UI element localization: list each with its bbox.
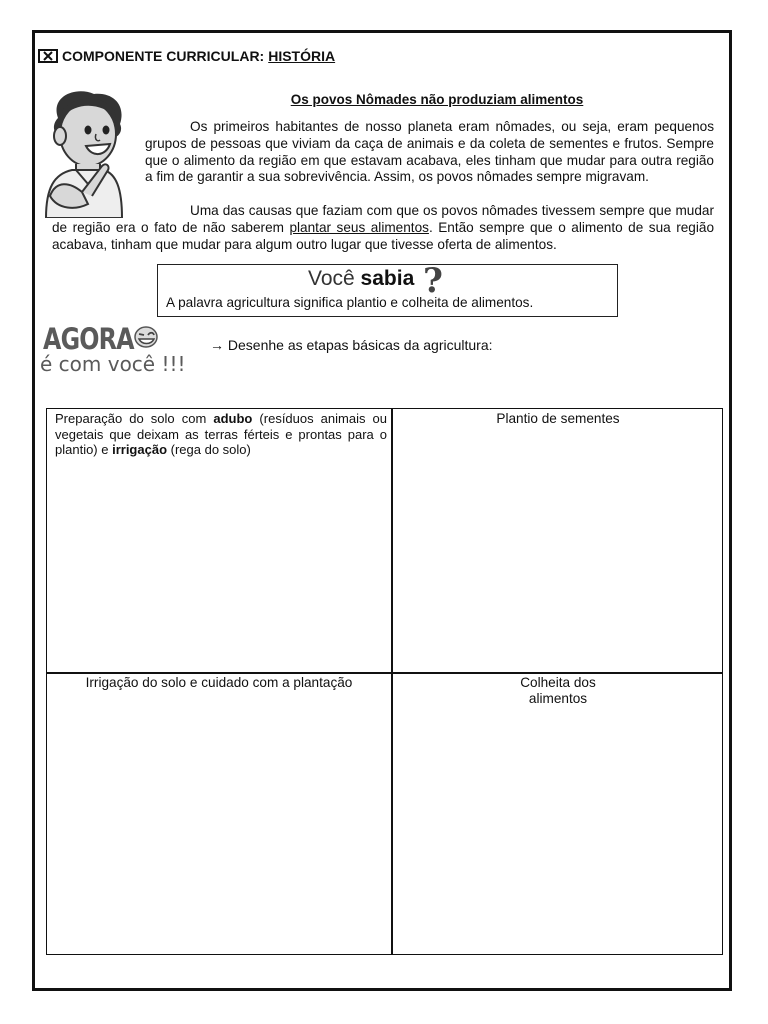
drawing-grid — [46, 408, 723, 955]
paragraph-2-part-2: . Então sempre que o alimento de sua região acabava, tinham que mudar para algum outro lugar que tivesse oferta de alimentos. — [52, 219, 714, 252]
did-you-know-box — [157, 261, 618, 317]
cell-seed-planting[interactable]: Plantio de sementes — [496, 411, 620, 426]
drawing-instruction: → Desenhe as etapas básicas da agricultura: — [210, 337, 493, 353]
paragraph-1: Os primeiros habitantes de nosso planeta eram nômades, ou seja, eram pequenos grupos de pessoas que viviam da caça de animais e da coleta de sementes e frutos. Sempre que o alimento da região em que estavam acabava, eles tinham que mudar para outra região a fim de garantir a sua sobrevivência. Assim, os povos nômades sempre migravam. — [145, 119, 714, 185]
paragraph-2 — [52, 203, 714, 253]
agora-banner — [40, 320, 200, 380]
cell-harvest[interactable] — [393, 675, 723, 707]
checked-box-icon — [38, 49, 58, 63]
did-you-know-bold: sabia — [360, 267, 415, 290]
grid-horizontal-divider — [47, 672, 722, 674]
paragraph-2-underlined: plantar seus alimentos — [289, 219, 429, 235]
cell-irrigation-care[interactable]: Irrigação do solo e cuidado com a plantação — [85, 675, 353, 690]
cell-soil-preparation[interactable] — [55, 411, 387, 458]
wink-smiley-icon — [134, 326, 158, 348]
header-subject: HISTÓRIA — [268, 48, 336, 64]
agora-line-2: é com você !!! — [40, 352, 186, 376]
header-label: COMPONENTE CURRICULAR: — [62, 48, 265, 64]
agora-line-1: AGORA — [43, 322, 134, 356]
cell1-bold-adubo: adubo — [213, 411, 253, 426]
cell4-line-2: alimentos — [528, 691, 588, 706]
cell1-text-2: (resíduos animais ou vegetais que deixam as terras férteis e prontas para o plantio) e — [55, 411, 388, 457]
curriculum-header — [38, 48, 335, 64]
paragraph-2-part-1: Uma das causas que faziam com que os povos nômades tivessem sempre que mudar de região era o fato de não saberem — [52, 203, 714, 235]
question-mark-icon: ? — [423, 261, 443, 301]
text-title: Os povos Nômades não produziam alimentos — [290, 92, 584, 107]
cell1-text-1: Preparação do solo com — [55, 411, 214, 426]
did-you-know-text: A palavra agricultura significa plantio e colheita de alimentos. — [166, 295, 534, 310]
did-you-know-light: Você — [308, 267, 361, 290]
cell1-text-3: (rega do solo) — [167, 442, 251, 457]
cell1-bold-irrigacao: irrigação — [112, 442, 168, 457]
boy-illustration — [36, 88, 132, 218]
cell4-line-1: Colheita dos — [520, 675, 596, 690]
did-you-know-heading — [308, 267, 414, 291]
